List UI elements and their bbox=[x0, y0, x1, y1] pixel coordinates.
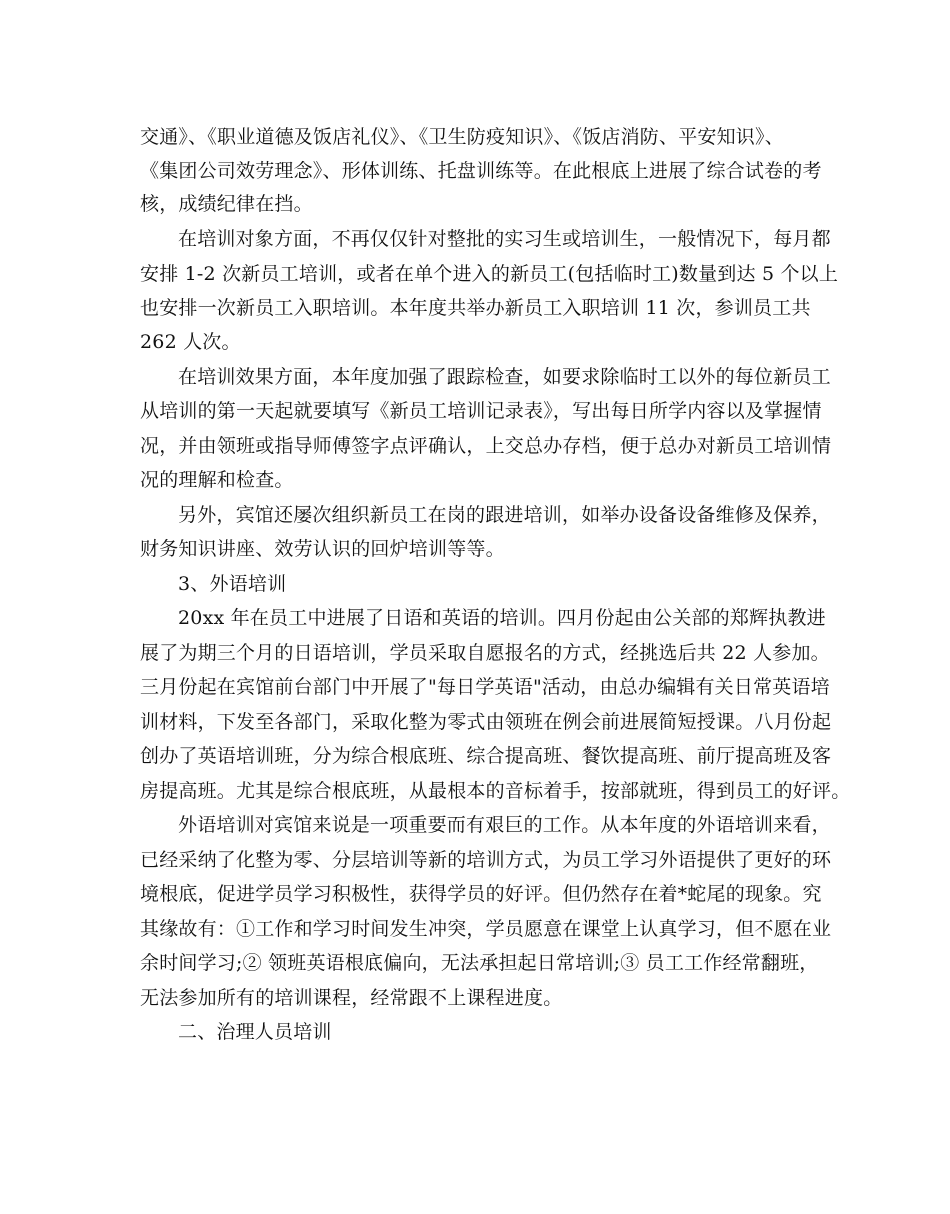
text-line: 核，成绩纪律在挡。 bbox=[140, 193, 313, 215]
text-line: 三月份起在宾馆前台部门中开展了"每日学英语"活动，由总办编辑有关日常英语培 bbox=[140, 676, 830, 698]
text-line: 况的理解和检查。 bbox=[140, 469, 294, 491]
text-line: 20xx 年在员工中进展了日语和英语的培训。四月份起由公关部的郑辉执教进 bbox=[178, 607, 826, 629]
text-line: 另外，宾馆还屡次组织新员工在岗的跟进培训，如举办设备设备维修及保养， bbox=[178, 504, 831, 526]
section-heading: 二、治理人员培训 bbox=[178, 1021, 332, 1043]
text-line: 其缘故有：①工作和学习时间发生冲突，学员愿意在课堂上认真学习，但不愿在业 bbox=[140, 918, 832, 940]
text-line: 外语培训对宾馆来说是一项重要而有艰巨的工作。从本年度的外语培训来看， bbox=[178, 814, 831, 836]
text-line: 也安排一次新员工入职培训。本年度共举办新员工入职培训 11 次，参训员工共 bbox=[140, 297, 811, 319]
text-line: 境根底，促进学员学习积极性，获得学员的好评。但仍然存在着*蛇尾的现象。究 bbox=[140, 883, 822, 905]
text-line: 从培训的第一天起就要填写《新员工培训记录表》，写出每日所学内容以及掌握情 bbox=[140, 400, 822, 422]
text-line: 交通》、《职业道德及饭店礼仪》、《卫生防疫知识》、《饭店消防、平安知识》、 bbox=[140, 126, 784, 148]
text-line: 安排 1-2 次新员工培训，或者在单个进入的新员工(包括临时工)数量到达 5 个以上 bbox=[140, 263, 839, 285]
text-line: 在培训效果方面，本年度加强了跟踪检查，如要求除临时工以外的每位新员工 bbox=[178, 366, 831, 388]
text-line: 财务知识讲座、效劳认识的回炉培训等等。 bbox=[140, 538, 505, 560]
text-line: 《集团公司效劳理念》、形体训练、托盘训练等。在此根底上进展了综合试卷的考 bbox=[140, 160, 822, 182]
text-line: 创办了英语培训班，分为综合根底班、综合提高班、餐饮提高班、前厅提高班及客 bbox=[140, 745, 832, 767]
text-line: 余时间学习;② 领班英语根底偏向，无法承担起日常培训;③ 员工工作经常翻班， bbox=[140, 952, 819, 974]
text-line: 已经采纳了化整为零、分层培训等新的培训方式，为员工学习外语提供了更好的环 bbox=[140, 849, 832, 871]
text-line: 房提高班。尤其是综合根底班，从最根本的音标着手，按部就班，得到员工的好评。 bbox=[140, 780, 851, 802]
text-line: 展了为期三个月的日语培训，学员采取自愿报名的方式，经挑选后共 22 人参加。 bbox=[140, 642, 830, 664]
text-line: 在培训对象方面，不再仅仅针对整批的实习生或培训生，一般情况下，每月都 bbox=[178, 228, 831, 250]
text-line: 况，并由领班或指导师傅签字点评确认，上交总办存档，便于总办对新员工培训情 bbox=[140, 435, 832, 457]
text-line: 无法参加所有的培训课程，经常跟不上课程进度。 bbox=[140, 987, 563, 1009]
section-heading: 3、外语培训 bbox=[178, 573, 287, 595]
text-line: 262 人次。 bbox=[140, 331, 241, 353]
text-line: 训材料，下发至各部门，采取化整为零式由领班在例会前进展简短授课。八月份起 bbox=[140, 711, 832, 733]
